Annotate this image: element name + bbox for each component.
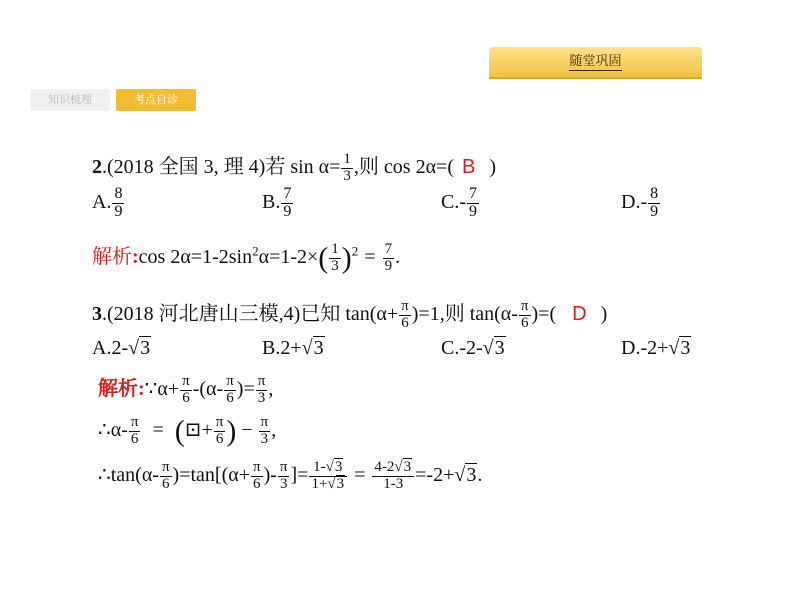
option-b: B. $\frac{7}{9}$ <box>262 185 292 220</box>
solution-label: 解析 <box>98 378 138 400</box>
option-a: A.2-√3 <box>92 337 151 359</box>
question-3-stem: 3.(2018 河北唐山三模,4)已知 tan(α+ $\frac{\pi}{6}$ )=1,则 tan(α- $\frac{\pi}{6}$ )=( D ) <box>92 298 608 331</box>
question-number: 2 <box>92 156 102 178</box>
question-3-solution-step-1: 解析:∵α+ $\frac{\pi}{6}$ -(α- $\frac{\pi}{6}$ )= $\frac{\pi}{3}$ , <box>98 373 274 406</box>
fraction: $\frac{8}{9}$ <box>650 185 659 220</box>
question-text: .(2018 全国 3, 理 4)若 sin α= <box>102 156 341 178</box>
fraction: $\frac{\pi}{6}$ <box>226 373 234 406</box>
fraction: $\frac{\pi}{6}$ <box>182 373 190 406</box>
option-a: A. $\frac{8}{9}$ <box>92 185 123 220</box>
question-text: ,则 cos 2α=( <box>353 156 454 178</box>
fraction: $\frac{\pi}{6}$ <box>130 414 139 447</box>
fraction: $\frac{4-2√3}{1-3}$ <box>372 460 414 493</box>
question-3-solution-step-3: ∴tan(α- $\frac{\pi}{6}$ )=tan[(α+ $\frac{\pi}{6}$ )- $\frac{\pi}{3}$ ]= $\frac{1-√3}{1+√3}$ = $\frac{4-2√3}{1-3}$ =-2+√3. <box>98 459 483 492</box>
section-tab-label: 随堂巩固 <box>569 54 622 69</box>
option-d: D.- $\frac{8}{9}$ <box>621 185 659 220</box>
question-2-solution: 解析:cos $2\alpha=1-2\sin^2\alpha=1-2\times$( $\frac{1}{3}$ )$^2$ = $\frac{7}{9}$ . <box>92 241 401 275</box>
fraction: $\frac{\pi}{6}$ <box>161 459 170 492</box>
fraction: $\frac{7}{9}$ <box>384 241 393 274</box>
fraction: $\frac{1-√3}{1+√3}$ <box>309 460 347 493</box>
question-3-solution-step-2: ∴α- $\frac{\pi}{6}$ = (⊡+ $\frac{\pi}{6}$ ) − $\frac{\pi}{3}$ , <box>98 414 277 448</box>
fraction: $\frac{\pi}{3}$ <box>257 373 266 406</box>
section-tab-review[interactable] <box>489 47 702 77</box>
question-number: 3 <box>92 303 102 325</box>
question-text: )=1,则 tan(α- <box>411 303 518 325</box>
fraction: $\frac{8}{9}$ <box>114 185 123 220</box>
option-c: C.-2-√3 <box>441 337 505 359</box>
question-text: .(2018 河北唐山三模,4)已知 tan(α+ <box>102 303 399 325</box>
option-b: B.2+√3 <box>262 337 324 359</box>
answer-letter: D <box>572 303 587 325</box>
fraction: $\frac{\pi}{6}$ <box>401 298 409 331</box>
fraction: $\frac{\pi}{6}$ <box>520 298 529 331</box>
fraction: $\frac{1}{3}$ <box>331 241 339 274</box>
option-c: C.- $\frac{7}{9}$ <box>441 185 478 220</box>
fraction: $\frac{\pi}{3}$ <box>260 414 269 447</box>
fraction: $\frac{\pi}{6}$ <box>253 459 261 492</box>
fraction: $\frac{\pi}{6}$ <box>215 414 224 447</box>
answer-letter: B <box>462 156 476 178</box>
paren-close: ) <box>489 156 497 178</box>
fraction: $\frac{7}{9}$ <box>469 185 478 220</box>
fraction: $\frac{\pi}{3}$ <box>279 459 288 492</box>
option-d: D.-2+√3 <box>621 337 691 359</box>
tab-self-test[interactable]: 考点自诊 <box>116 89 196 111</box>
tab-knowledge-review[interactable]: 知识梳理 <box>30 89 110 111</box>
fraction: $\frac{1}{3}$ <box>343 151 351 184</box>
placeholder-glyph: ⊡+ <box>184 418 213 441</box>
question-2-stem <box>92 150 496 185</box>
paren-close: ) <box>600 303 608 325</box>
solution-label: 解析 <box>92 246 132 268</box>
fraction: $\frac{7}{9}$ <box>283 185 292 220</box>
